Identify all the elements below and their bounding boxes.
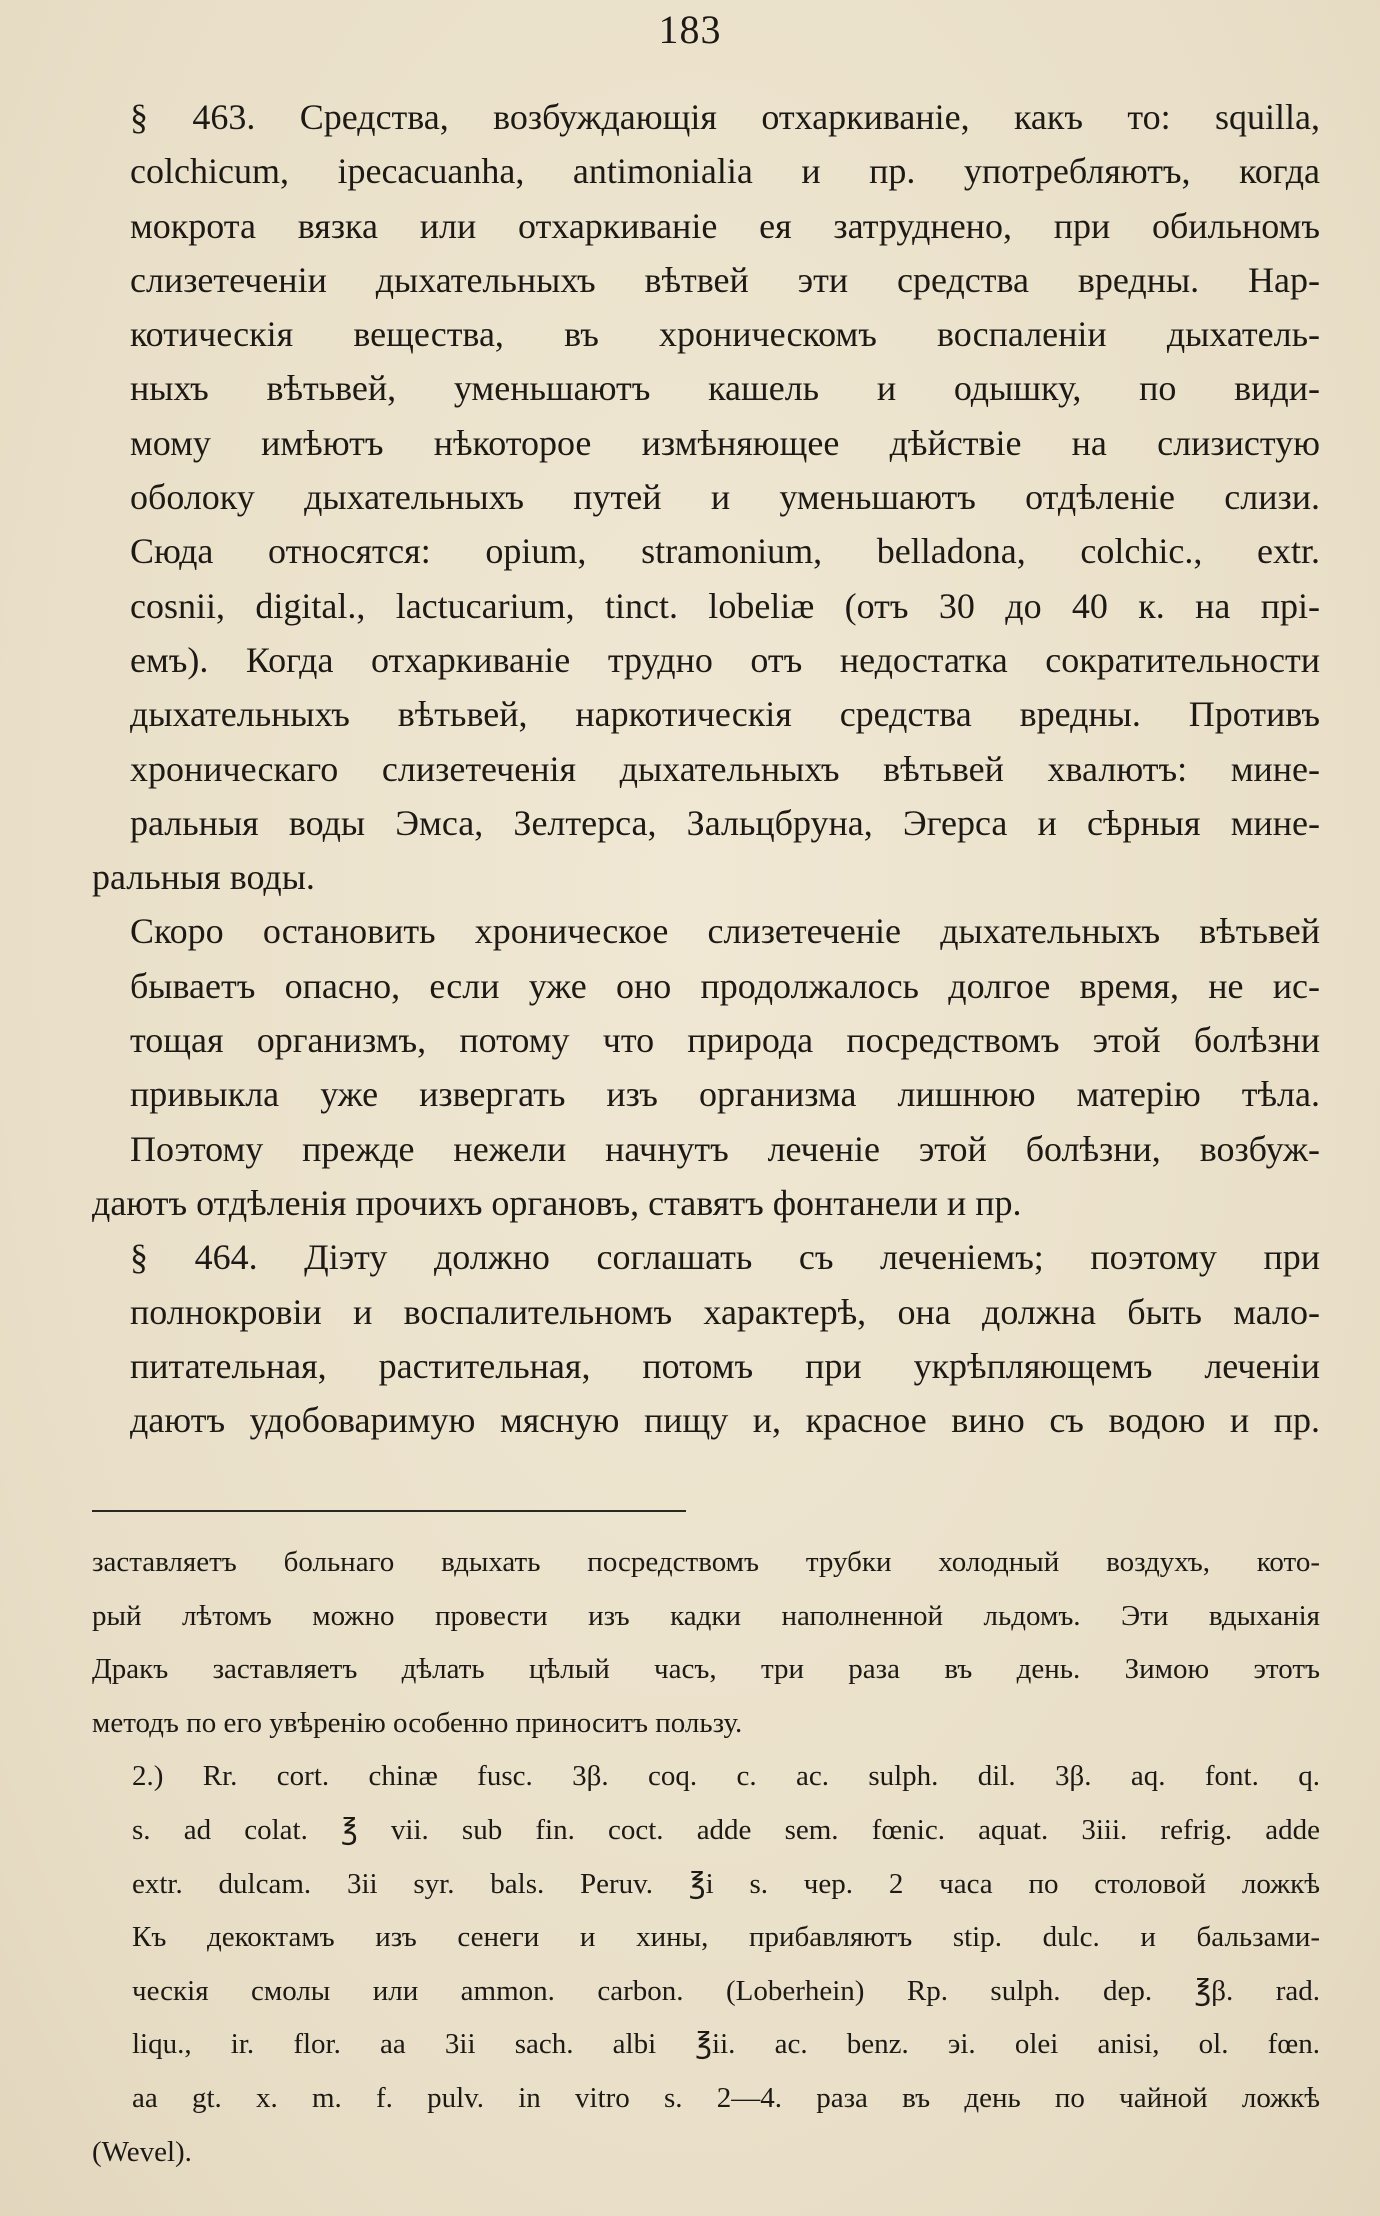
footnote-2-end [92, 2126, 1320, 2180]
footnote-line: (Wevel). [92, 2135, 192, 2168]
paragraph-464 [92, 1230, 1320, 1447]
paragraph-463 [92, 90, 1320, 850]
text-line: привыкла уже извергать изъ организма лишнюю матерiю тѣла. [130, 1074, 1320, 1115]
text-line: ральныя воды. [92, 857, 315, 898]
text-line: Скоро остановить хроническое слизетеченiе дыхательныхъ вѣтьвей [130, 911, 1320, 952]
text-line: хроническаго слизетеченiя дыхательныхъ вѣтьвей хвалютъ: мине- [130, 748, 1320, 789]
text-line: cosnii, digital., lactucarium, tinct. lobeliæ (отъ 30 до 40 к. на прi- [130, 585, 1320, 626]
footnote-line: Дракъ заставляетъ дѣлать цѣлый часъ, три раза въ день. Зимою этотъ [92, 1653, 1320, 1686]
paragraph-chronic [92, 904, 1320, 1175]
footnote-line: рый лѣтомъ можно провести изъ кадки наполненной льдомъ. Эти вдыханiя [92, 1599, 1320, 1632]
footnote-line: заставляетъ больнаго вдыхать посредствомъ трубки холодный воздухъ, кото- [92, 1546, 1320, 1578]
text-line: мокрота вязка или отхаркиванiе ея затруднено, при обильномъ [130, 205, 1320, 246]
footnote-line: Къ декоктамъ изъ сенеги и хины, прибавляютъ stip. dulc. и бальзами- [132, 1921, 1320, 1954]
text-line: емъ). Когда отхаркиванiе трудно отъ недостатка сократительности [130, 639, 1320, 680]
text-line: Сюда относятся: opium, stramonium, belladona, colchic., extr. [130, 531, 1320, 572]
footnote-continuation [92, 1536, 1320, 1697]
page-number: 183 [658, 7, 722, 52]
text-line: бываетъ опасно, если уже оно продолжалось долгое время, не ис- [130, 965, 1320, 1006]
text-line: colchicum, ipecacuanha, antimonialia и пр. употребляютъ, когда [130, 151, 1320, 192]
footnote-line: extr. dulcam. 3ii syr. bals. Peruv. ℥i s. чер. 2 часа по столовой ложкѣ [132, 1867, 1320, 1900]
footnote-divider [92, 1510, 686, 1512]
text-line: тощая организмъ, потому что природа посредствомъ этой болѣзни [130, 1020, 1320, 1061]
text-line: ральныя воды Эмса, Зелтерса, Зальцбруна, Эгерса и сѣрныя мине- [130, 802, 1320, 843]
footnote-line: 2.) Rr. cort. chinæ fusc. 3β. coq. c. ac. sulph. dil. 3β. aq. font. q. [132, 1760, 1320, 1793]
text-line: мому имѣютъ нѣкоторое измѣняющее дѣйствiе на слизистую [130, 422, 1320, 463]
text-line: слизетеченiи дыхательныхъ вѣтвей эти средства вредны. Нар- [130, 259, 1320, 300]
footnote-line: методъ по его увѣренiю особенно приноситъ пользу. [92, 1706, 743, 1739]
text-line: Поэтому прежде нежели начнутъ леченiе этой болѣзни, возбуж- [130, 1128, 1320, 1169]
footnote-line: aa gt. x. m. f. pulv. in vitro s. 2—4. раза въ день по чайной ложкѣ [132, 2081, 1320, 2114]
text-line: даютъ удобоваримую мясную пищу и, красное вино съ водою и пр. [130, 1400, 1320, 1441]
text-line: даютъ отдѣленiя прочихъ органовъ, ставятъ фонтанели и пр. [92, 1182, 1022, 1223]
text-line: оболоку дыхательныхъ путей и уменьшаютъ отдѣленiе слизи. [130, 477, 1320, 518]
text-line: ныхъ вѣтьвей, уменьшаютъ кашель и одышку, по види- [130, 368, 1320, 409]
paragraph-463-end [92, 850, 1320, 904]
footnotes [92, 1536, 1320, 2179]
text-line: питательная, растительная, потомъ при укрѣпляющемъ леченiи [130, 1345, 1320, 1386]
text-line: полнокровiи и воспалительномъ характерѣ, она должна быть мало- [130, 1291, 1320, 1332]
text-line: дыхательныхъ вѣтьвей, наркотическiя средства вредны. Противъ [130, 694, 1320, 735]
text-line: котическiя вещества, въ хроническомъ воспаленiи дыхатель- [130, 314, 1320, 355]
paragraph-chronic-end [92, 1176, 1320, 1230]
footnote-line: s. ad colat. ℥ vii. sub fin. coct. adde sem. fœnic. aquat. 3iii. refrig. adde [132, 1813, 1320, 1846]
main-text [92, 90, 1320, 1447]
text-line: § 464. Дiэту должно соглашать съ леченiемъ; поэтому при [130, 1237, 1320, 1278]
footnote-continuation-end [92, 1697, 1320, 1751]
footnote-line: liqu., ir. flor. aa 3ii sach. albi ℥ii. ac. benz. эi. olei anisi, ol. fœn. [132, 2028, 1320, 2061]
text-line: § 463. Средства, возбуждающія отхаркиванiе, какъ то: squilla, [130, 97, 1320, 137]
footnote-line: ческiя смолы или ammon. carbon. (Loberhein) Rp. sulph. dep. ℥β. rad. [132, 1974, 1320, 2007]
footnote-2 [92, 1750, 1320, 2125]
